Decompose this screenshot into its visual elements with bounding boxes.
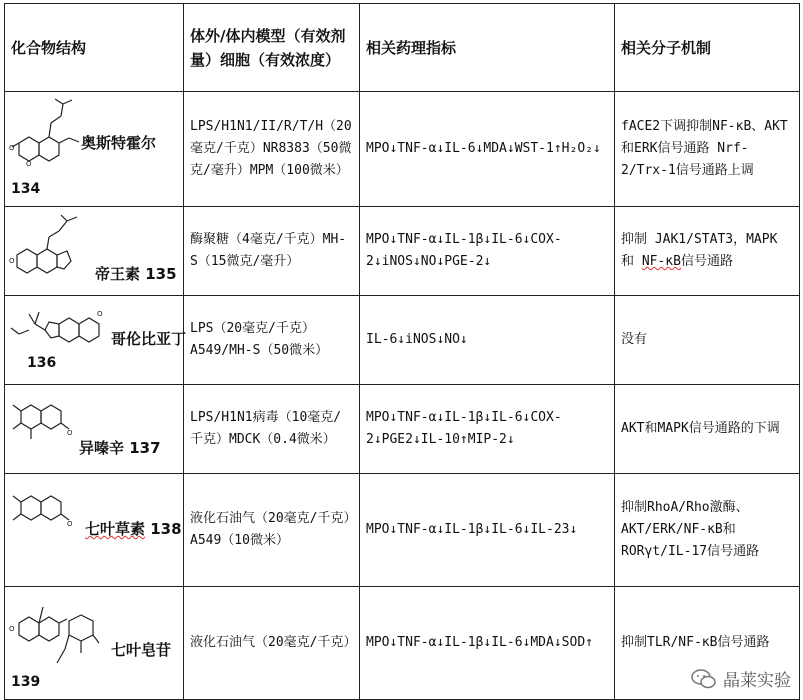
indicators-cell: MPO↓TNF-α↓IL-1β↓IL-6↓MDA↓SOD↑ [360, 587, 615, 700]
table-row [5, 296, 800, 385]
model-cell: LPS/H1N1/II/R/T/H（20毫克/千克）NR8383（50微克/毫升）MPM（100微米） [184, 92, 360, 207]
compound-name: 七叶草素 138 [85, 520, 182, 538]
svg-text:O: O [9, 144, 15, 152]
model-cell: 液化石油气（20毫克/千克） [184, 587, 360, 700]
compound-structure-cell [5, 207, 184, 296]
imperatorin-structure-icon [9, 213, 99, 283]
table-row [5, 587, 800, 700]
compound-number: 136 [27, 355, 57, 371]
header-model: 体外/体内模型（有效剂量）细胞（有效浓度） [184, 4, 360, 92]
mechanism-cell: 抑制RhoA/Rho激酶、AKT/ERK/NF-κB和RORγt/IL-17信号通路 [615, 474, 800, 587]
mechanism-cell: 抑制 JAK1/STAT3，MAPK 和 NF-κB信号通路 [615, 207, 800, 296]
watermark-text: 晶莱实验 [723, 671, 791, 691]
svg-text:O: O [67, 429, 73, 437]
model-cell: 酶聚糖（4毫克/千克）MH-S（15微克/毫升） [184, 207, 360, 296]
mechanism-cell: 没有 [615, 296, 800, 385]
compound-name: 异嗪辛 137 [79, 439, 161, 457]
svg-text:O: O [67, 520, 73, 528]
compound-number: 134 [11, 181, 41, 197]
svg-text:O: O [97, 310, 103, 318]
wavy-text: NF-κB [641, 254, 681, 269]
watermark [691, 666, 791, 691]
model-cell: LPS/H1N1病毒（10毫克/千克）MDCK（0.4微米） [184, 385, 360, 474]
compound-structure-cell [5, 92, 184, 207]
compound-number: 139 [11, 674, 41, 690]
header-row [5, 4, 800, 92]
mechanism-cell: fACE2下调抑制NF-κB、AKT和ERK信号通路 Nrf-2/Trx-1信号通路上调 [615, 92, 800, 207]
wechat-icon [691, 668, 717, 690]
header-structure: 化合物结构 [5, 4, 184, 92]
table-row [5, 474, 800, 587]
header-mechanism: 相关分子机制 [615, 4, 800, 92]
indicators-cell: MPO↓TNF-α↓IL-1β↓IL-6↓COX-2↓PGE2↓IL-10↑MIP-2↓ [360, 385, 615, 474]
table-row [5, 92, 800, 207]
isofraxidin-structure-icon [9, 391, 89, 447]
compound-table [4, 3, 800, 700]
esculin-structure-icon [9, 593, 109, 675]
svg-text:O: O [9, 625, 15, 633]
compound-name: 帝王素 135 [95, 265, 177, 283]
indicators-cell: MPO↓TNF-α↓IL-1β↓IL-6↓COX-2↓iNOS↓NO↓PGE-2↓ [360, 207, 615, 296]
svg-text:O: O [9, 257, 15, 265]
compound-name: 哥伦比亚丁 [111, 330, 187, 348]
compound-name: 七叶皂苷 [111, 641, 172, 659]
compound-structure-cell [5, 474, 184, 587]
model-cell: 液化石油气（20毫克/千克）A549（10微米） [184, 474, 360, 587]
compound-structure-cell [5, 296, 187, 385]
svg-text:O: O [26, 160, 32, 168]
osthole-structure-icon [9, 98, 89, 168]
columbianadin-structure-icon [9, 302, 119, 352]
indicators-cell: IL-6↓iNOS↓NO↓ [360, 296, 615, 385]
esculetin-structure-icon [9, 480, 89, 540]
mechanism-cell: 抑制TLR/NF-κB信号通路 [615, 587, 800, 700]
header-indicators: 相关药理指标 [360, 4, 615, 92]
model-cell: LPS（20毫克/千克）A549/MH-S（50微米） [184, 296, 360, 385]
compound-structure-cell [5, 385, 184, 474]
compound-name: 奥斯特霍尔 [81, 134, 157, 152]
table-row [5, 207, 800, 296]
compound-structure-cell [5, 587, 184, 700]
indicators-cell: MPO↓TNF-α↓IL-6↓MDA↓WST-1↑H₂O₂↓ [360, 92, 615, 207]
indicators-cell: MPO↓TNF-α↓IL-1β↓IL-6↓IL-23↓ [360, 474, 615, 587]
table-row [5, 385, 800, 474]
mechanism-cell: AKT和MAPK信号通路的下调 [615, 385, 800, 474]
